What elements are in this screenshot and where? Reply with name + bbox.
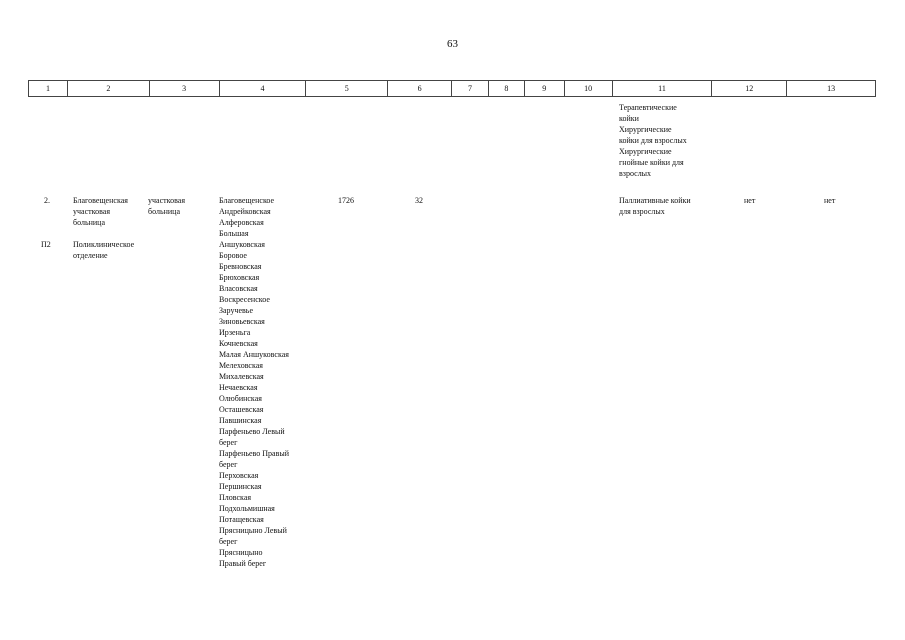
page-number: 63: [447, 38, 458, 50]
bed-profile-line: Паллиативные койки: [619, 196, 691, 205]
settlement-line: берег: [219, 438, 238, 447]
bed-profile-line: Хирургические: [619, 125, 672, 134]
settlement-line: Пловская: [219, 493, 252, 502]
facility-name-line: больница: [73, 218, 105, 227]
subrow-name: [73, 239, 134, 261]
facility-type-line: больница: [148, 207, 180, 216]
settlement-line: берег: [219, 537, 238, 546]
header-col-5: 5: [306, 81, 388, 96]
row-number: 2.: [44, 196, 50, 205]
facility-name-line: участковая: [73, 207, 111, 216]
header-col-2: 2: [68, 81, 150, 96]
settlement-line: Потащевская: [219, 515, 264, 524]
settlement-line: Мелеховская: [219, 361, 263, 370]
header-col-8: 8: [489, 81, 525, 96]
settlement-line: Прясницыно Левый: [219, 526, 287, 535]
header-col-3: 3: [150, 81, 220, 96]
settlement-line: Андрейковская: [219, 207, 271, 216]
settlement-line: Брюховская: [219, 273, 260, 282]
settlement-line: берег: [219, 460, 238, 469]
settlement-line: Подхольмишная: [219, 504, 275, 513]
settlement-line: Боровое: [219, 251, 247, 260]
col13-value: нет: [824, 196, 836, 205]
settlement-line: Парфеньево Левый: [219, 427, 285, 436]
facility-type: [148, 195, 185, 217]
facility-type-line: участковая: [148, 196, 186, 205]
header-col-1: 1: [29, 81, 68, 96]
settlement-line: Осташевская: [219, 405, 264, 414]
header-col-9: 9: [525, 81, 565, 96]
settlement-line: Парфеньево Правый: [219, 449, 290, 458]
settlements-list: [219, 195, 289, 569]
table-header-row: [28, 80, 876, 97]
header-col-7: 7: [452, 81, 489, 96]
facility-name: [73, 195, 128, 228]
settlement-line: Благовещенское: [219, 196, 275, 205]
settlement-line: Ирзеньга: [219, 328, 251, 337]
settlement-line: Большая: [219, 229, 249, 238]
settlement-line: Першинская: [219, 482, 262, 491]
bed-profile-line: взрослых: [619, 169, 652, 178]
header-col-12: 12: [712, 81, 787, 96]
bed-profile: [619, 195, 691, 217]
settlement-line: Олюбинская: [219, 394, 262, 403]
settlement-line: Павшинская: [219, 416, 262, 425]
settlement-line: Перховская: [219, 471, 259, 480]
header-col-4: 4: [220, 81, 307, 96]
header-col-10: 10: [565, 81, 613, 96]
beds-value: 32: [415, 196, 423, 205]
settlement-line: Воскресенское: [219, 295, 270, 304]
facility-name-line: Благовещенская: [73, 196, 128, 205]
subrow-name-line: Поликлиническое: [73, 240, 135, 249]
settlement-line: Власовская: [219, 284, 258, 293]
settlement-line: Прясницыно: [219, 548, 263, 557]
settlement-line: Михалевская: [219, 372, 264, 381]
subrow-code: П2: [41, 240, 51, 249]
bed-profile-line: Терапевтические: [619, 103, 677, 112]
bed-profile-line: Хирургические: [619, 147, 672, 156]
settlement-line: Зиновьевская: [219, 317, 265, 326]
bed-profile-line: гнойные койки для: [619, 158, 684, 167]
header-col-6: 6: [388, 81, 452, 96]
settlement-line: Кочневская: [219, 339, 258, 348]
settlement-line: Алферовская: [219, 218, 264, 227]
subrow-name-line: отделение: [73, 251, 108, 260]
settlement-line: Бревновская: [219, 262, 262, 271]
bed-profile-line: койки: [619, 114, 639, 123]
settlement-line: Заручевье: [219, 306, 254, 315]
bed-profile-line: койки для взрослых: [619, 136, 687, 145]
bed-profile-line: для взрослых: [619, 207, 665, 216]
settlement-line: Малая Аншуковская: [219, 350, 289, 359]
settlement-line: Аншуковская: [219, 240, 265, 249]
header-col-13: 13: [827, 84, 836, 93]
col12-value: нет: [744, 196, 756, 205]
continued-bed-profiles: [619, 102, 687, 179]
header-col-11: 11: [613, 81, 713, 96]
settlement-line: Нечаевская: [219, 383, 258, 392]
population-value: 1726: [338, 196, 354, 205]
settlement-line: Правый берег: [219, 559, 267, 568]
